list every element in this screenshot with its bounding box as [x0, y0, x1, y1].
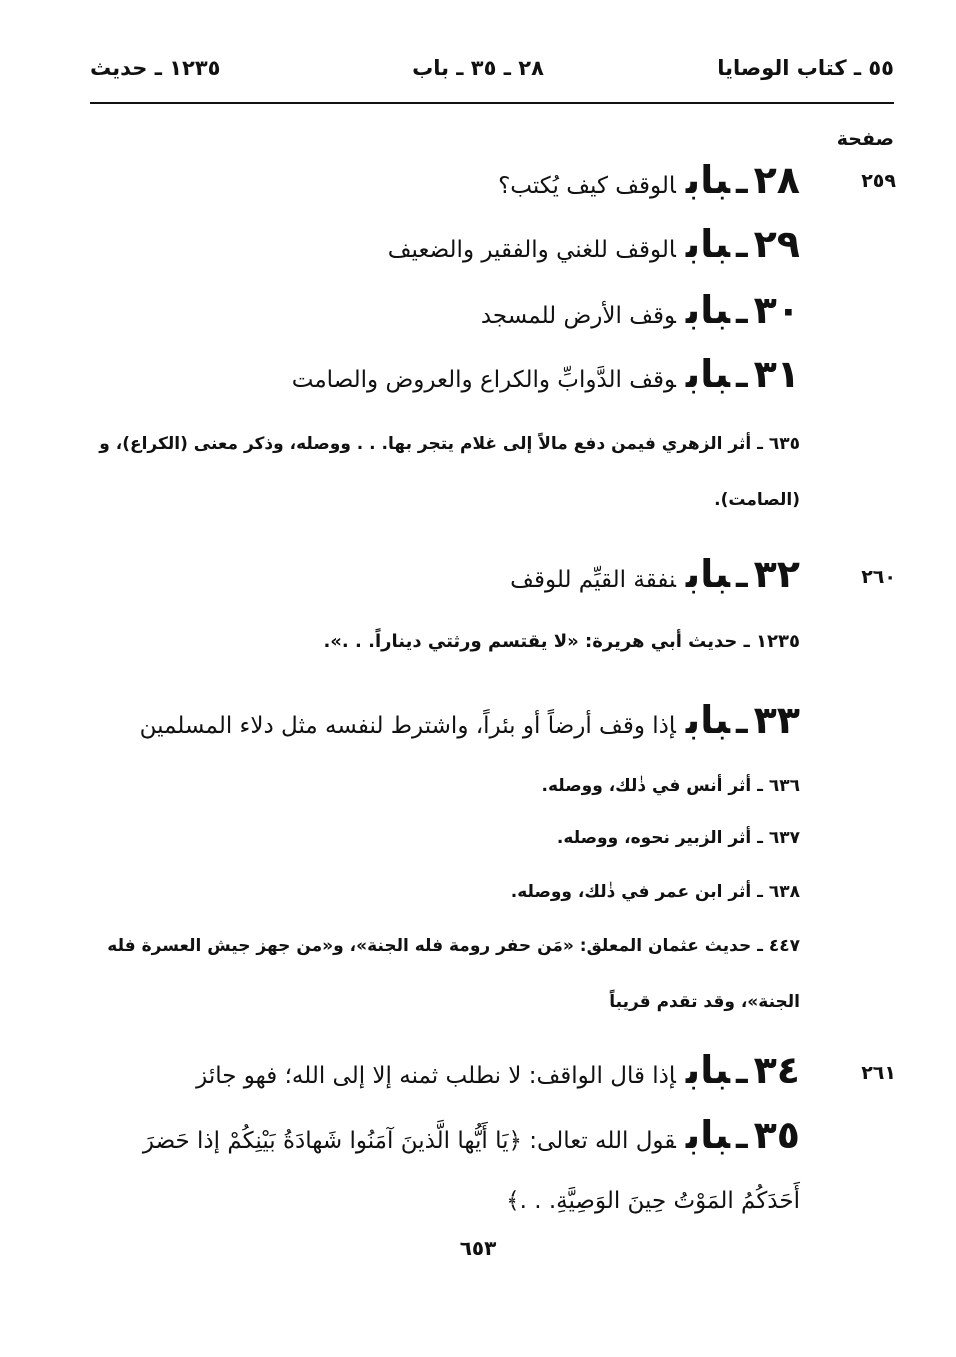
chapter-33: ٣٣ـبابإذا وقف أرضاً أو بئراً، واشترط لنفسه مثل دلاء المسلمين — [139, 698, 800, 742]
page-column-label: صفحة — [836, 128, 894, 150]
running-header-chapters: ٢٨ ـ ٣٥ ـ باب — [412, 56, 544, 80]
running-header-book: ٥٥ ـ كتاب الوصايا — [717, 56, 894, 80]
chapter-number: ٣٥ — [753, 1113, 800, 1157]
header-rule — [90, 102, 894, 104]
page-number: ٦٥٣ — [459, 1236, 497, 1260]
chapter-bab: باب — [685, 352, 730, 396]
chapter-28: ٢٨ـبابالوقف كيف يُكتب؟ — [498, 158, 800, 202]
chapter-32: ٣٢ـبابنفقة القيِّم للوقف — [510, 552, 800, 596]
note-637: ٦٣٧ ـ أثر الزبير نحوه، ووصله. — [556, 828, 800, 848]
note-638: ٦٣٨ ـ أثر ابن عمر في ذٰلك، ووصله. — [510, 882, 800, 902]
page-ref-260: ٢٦٠ — [861, 566, 896, 588]
chapter-number: ٣٠ — [753, 288, 800, 332]
chapter-number: ٣٤ — [753, 1048, 800, 1092]
note-447: ٤٤٧ ـ حديث عثمان المعلق: «مَن حفر رومة فله الجنة»، و«من جهز جيش العسرة فله الجنة»، وقد تقدم قريباً — [107, 936, 800, 1012]
chapter-number: ٣١ — [753, 352, 800, 396]
chapter-34: ٣٤ـبابإذا قال الواقف: لا نطلب ثمنه إلا إلى الله؛ فهو جائز — [196, 1048, 800, 1092]
chapter-35: ٣٥ـبابقول الله تعالى: ﴿يَا أَيُّها الَّذينَ آمَنُوا شَهادَةُ بَيْنِكُمْ إذا حَضرَ أَحَدَكُمُ المَوْتُ حِينَ الوَصِيَّةِ. . .﴾ — [142, 1113, 800, 1214]
chapter-title: الوقف كيف يُكتب؟ — [498, 173, 676, 199]
chapter-title: قول الله تعالى: ﴿يَا أَيُّها الَّذينَ آمَنُوا شَهادَةُ بَيْنِكُمْ إذا حَضرَ أَحَدَكُمُ المَوْتُ حِينَ الوَصِيَّةِ. . .﴾ — [142, 1128, 800, 1214]
chapter-title: نفقة القيِّم للوقف — [510, 567, 676, 593]
chapter-title: وقف الأرض للمسجد — [480, 303, 676, 329]
chapter-number: ٢٩ — [753, 222, 800, 266]
note-635: ٦٣٥ ـ أثر الزهري فيمن دفع مالاً إلى غلام يتجر بها. . . ووصله، وذكر معنى (الكراع)، و (الصامت). — [99, 434, 800, 510]
chapter-bab: باب — [685, 1048, 730, 1092]
chapter-title: وقف الدَّوابِّ والكراع والعروض والصامت — [291, 367, 676, 393]
chapter-bab: باب — [685, 552, 730, 596]
page-ref-259: ٢٥٩ — [861, 170, 896, 192]
chapter-number: ٣٢ — [753, 552, 800, 596]
chapter-number: ٢٨ — [753, 158, 800, 202]
note-636: ٦٣٦ ـ أثر أنس في ذٰلك، ووصله. — [541, 776, 800, 796]
chapter-31: ٣١ـبابوقف الدَّوابِّ والكراع والعروض والصامت — [291, 352, 800, 396]
chapter-title: الوقف للغني والفقير والضعيف — [387, 237, 676, 263]
chapter-bab: باب — [685, 222, 730, 266]
chapter-30: ٣٠ـبابوقف الأرض للمسجد — [480, 288, 800, 332]
chapter-bab: باب — [685, 288, 730, 332]
chapter-number: ٣٣ — [753, 698, 800, 742]
chapter-bab: باب — [685, 698, 730, 742]
chapter-title: إذا وقف أرضاً أو بئراً، واشترط لنفسه مثل دلاء المسلمين — [139, 713, 676, 739]
chapter-bab: باب — [685, 1113, 730, 1157]
running-header-hadith: ١٢٣٥ ـ حديث — [90, 56, 221, 80]
page-ref-261: ٢٦١ — [861, 1062, 896, 1084]
chapter-bab: باب — [685, 158, 730, 202]
note-hadith-1235: ١٢٣٥ ـ حديث أبي هريرة: «لا يقتسم ورثتي ديناراً. . .». — [323, 631, 800, 652]
chapter-29: ٢٩ـبابالوقف للغني والفقير والضعيف — [387, 222, 800, 266]
chapter-title: إذا قال الواقف: لا نطلب ثمنه إلا إلى الله؛ فهو جائز — [196, 1063, 676, 1089]
